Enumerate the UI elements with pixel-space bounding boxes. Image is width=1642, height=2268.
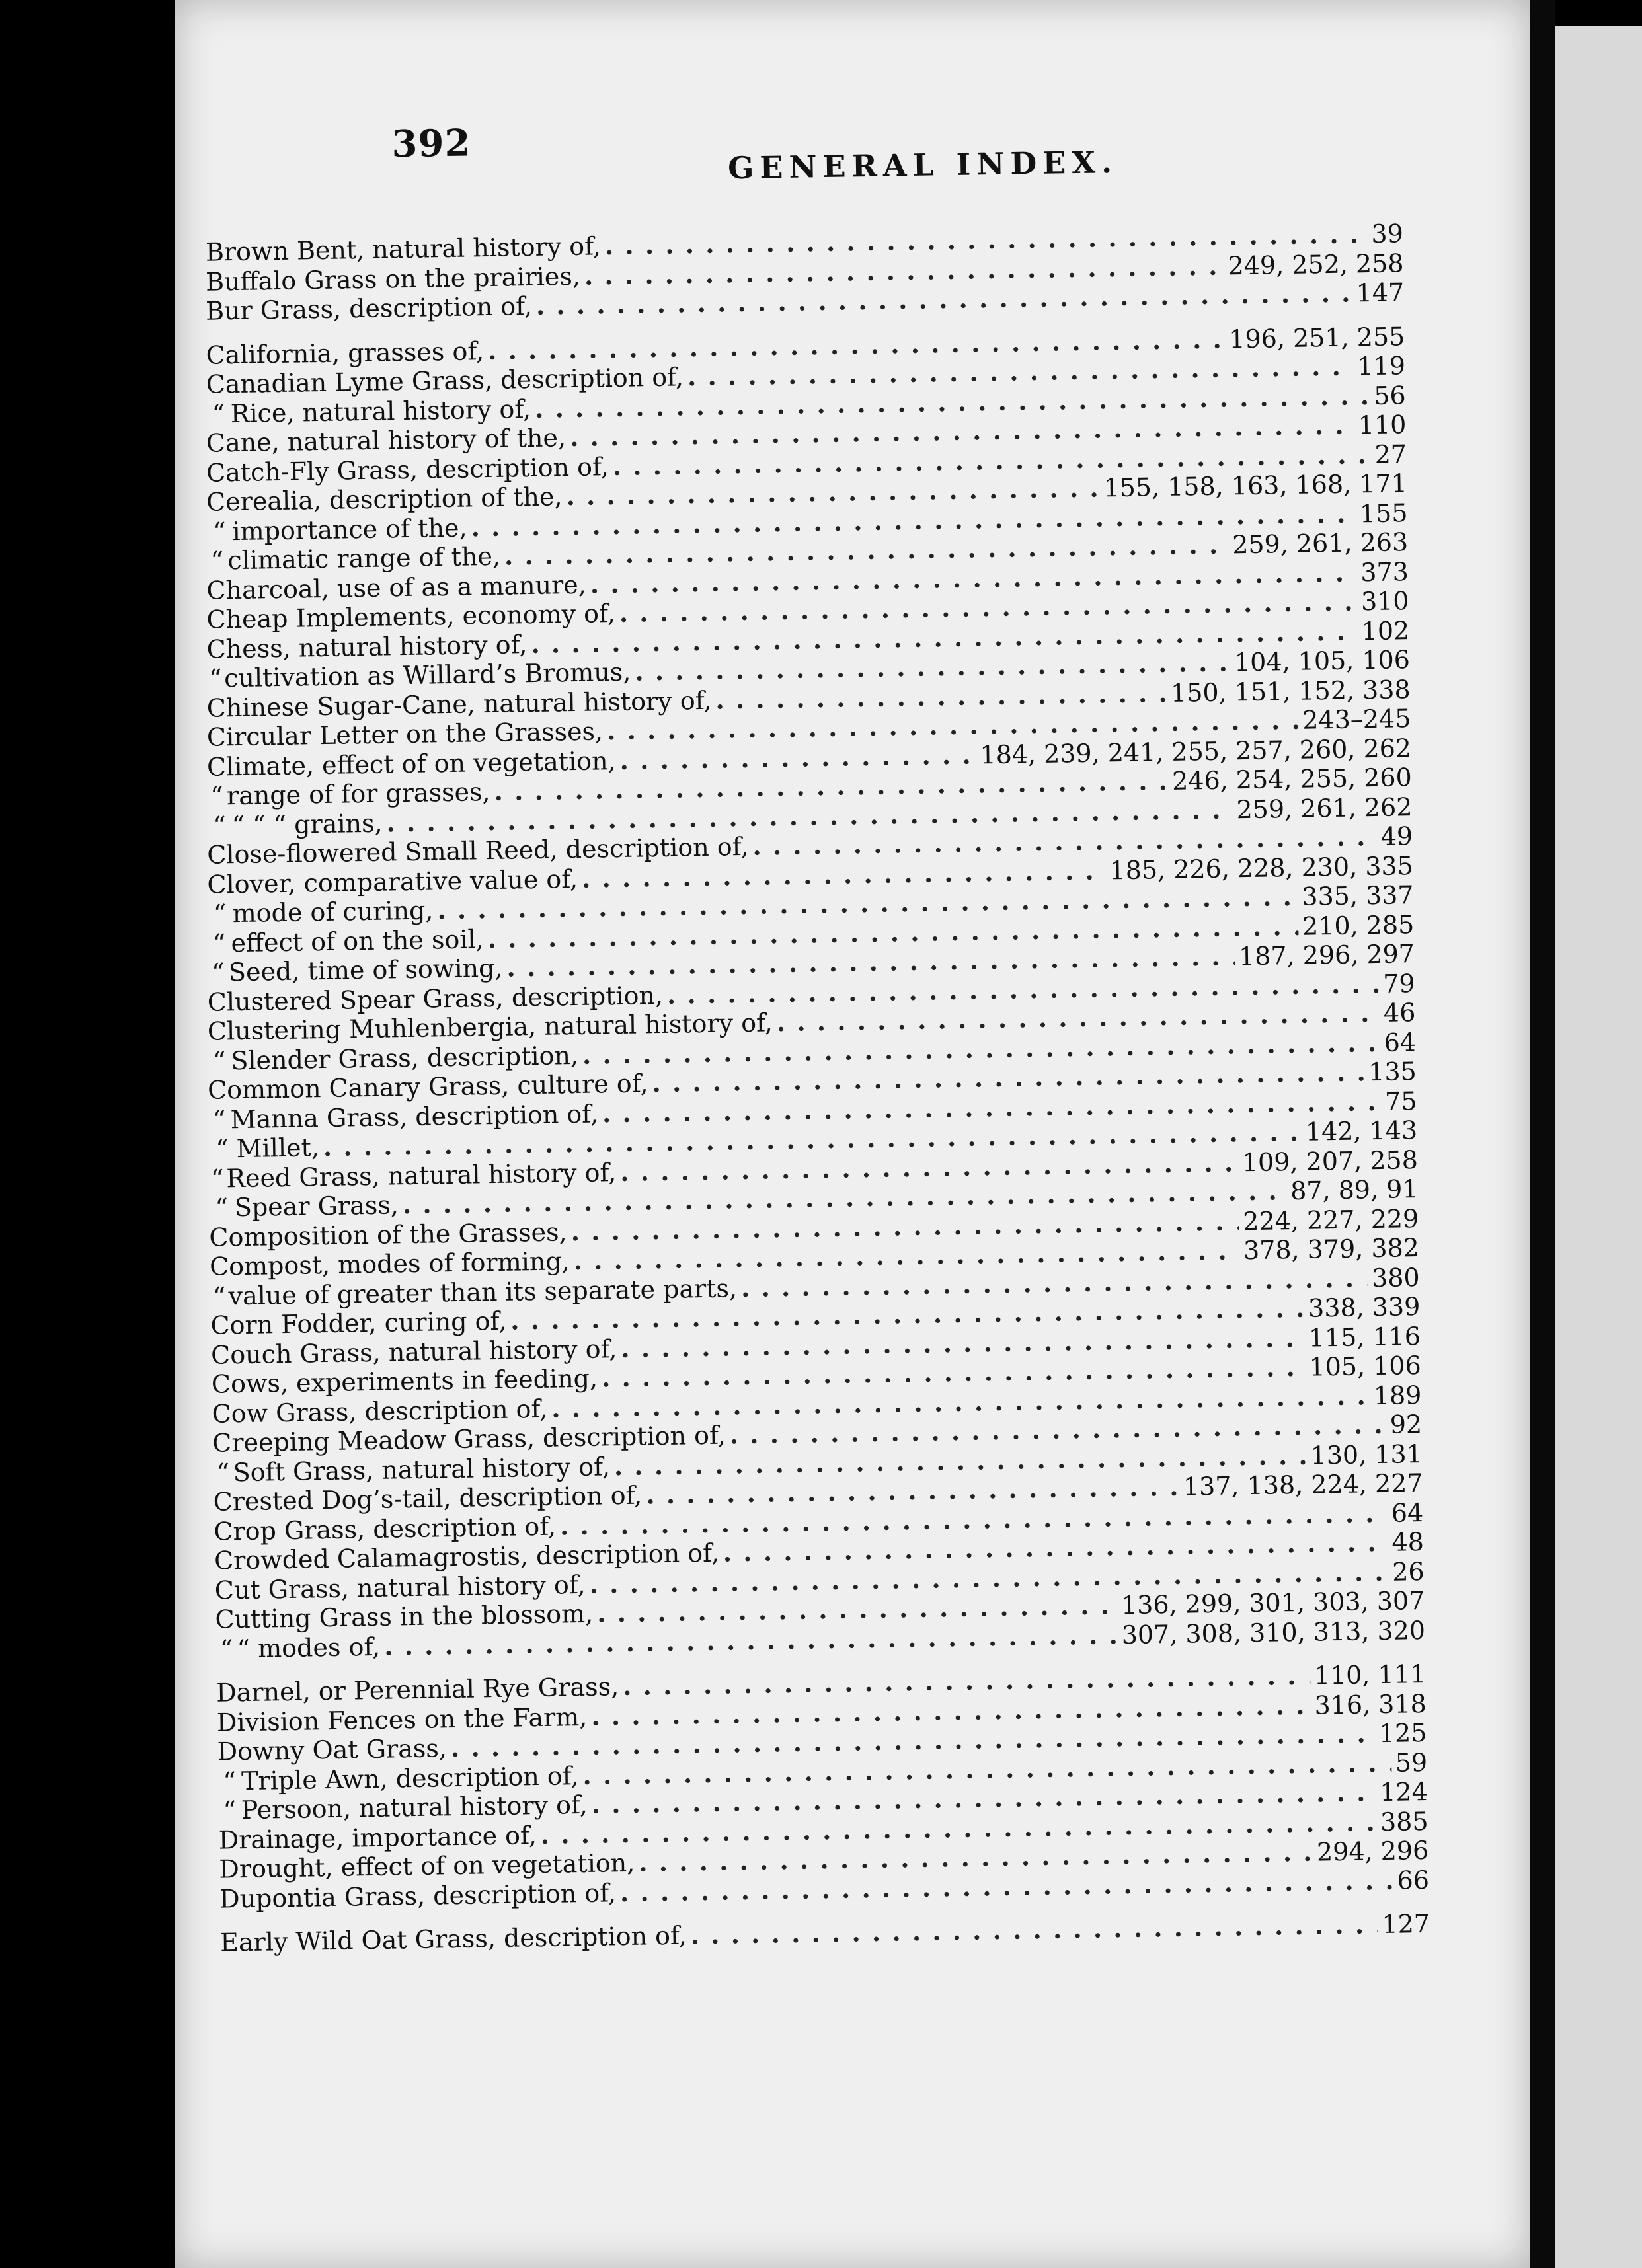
page-references: 316, 318 xyxy=(1314,1688,1427,1720)
index-term: range of for grasses, xyxy=(226,777,490,811)
index-term: climatic range of the, xyxy=(227,541,501,576)
index-term: Chess, natural history of, xyxy=(206,629,528,664)
index-term: Climate, effect of on vegetation, xyxy=(206,745,616,782)
page-references: 335, 337 xyxy=(1301,880,1414,911)
index-term: Drainage, importance of, xyxy=(218,1820,537,1855)
page-references: 196, 251, 255 xyxy=(1228,321,1405,354)
index-term: Seed, time of sowing, xyxy=(228,953,503,987)
page-references: 87, 89, 91 xyxy=(1290,1174,1419,1206)
ditto-mark: “ xyxy=(212,1104,226,1135)
page-references: 26 xyxy=(1391,1556,1425,1587)
page-references: 380 xyxy=(1371,1262,1420,1293)
page-references: 259, 261, 263 xyxy=(1232,527,1409,560)
page-references: 66 xyxy=(1397,1865,1430,1895)
ditto-mark: “ xyxy=(223,1796,237,1825)
page-references: 187, 296, 297 xyxy=(1238,939,1415,971)
page-references: 147 xyxy=(1356,278,1405,308)
index-term: Rice, natural history of, xyxy=(230,394,531,428)
page-references: 307, 308, 310, 313, 320 xyxy=(1121,1615,1426,1649)
page-references: 56 xyxy=(1373,380,1406,410)
page-references: 79 xyxy=(1382,968,1415,999)
page-references: 338, 339 xyxy=(1308,1292,1421,1323)
facing-page-edge xyxy=(1555,26,1642,2268)
page-references: 184, 239, 241, 255, 257, 260, 262 xyxy=(980,733,1412,769)
index-entries xyxy=(194,219,1430,1957)
index-term: Reed Grass, natural history of, xyxy=(226,1157,617,1193)
index-term: value of greater than its separate parts, xyxy=(228,1273,738,1310)
index-term: mode of curing, xyxy=(232,895,434,928)
index-term: cultivation as Willard’s Bromus, xyxy=(223,657,631,693)
ditto-mark: “ xyxy=(223,1766,237,1796)
index-term: Couch Grass, natural history of, xyxy=(210,1334,617,1370)
index-term: Composition of the Grasses, xyxy=(209,1217,567,1252)
page-references: 385 xyxy=(1380,1806,1428,1836)
page-references: 150, 151, 152, 338 xyxy=(1170,674,1411,708)
index-term: Soft Grass, natural history of, xyxy=(233,1451,611,1487)
index-term: Early Wild Oat Grass, description of, xyxy=(219,1920,687,1957)
index-entry xyxy=(220,1909,1430,1957)
index-term: Brown Bent, natural history of, xyxy=(205,231,602,267)
index-term: Crop Grass, description of, xyxy=(214,1511,557,1546)
index-term: Clover, comparative value of, xyxy=(207,864,578,899)
index-term: “ modes of, xyxy=(237,1632,381,1663)
page-references: 64 xyxy=(1384,1027,1417,1057)
index-term: Cows, experiments in feeding, xyxy=(211,1363,598,1399)
page-content xyxy=(192,106,1433,2174)
page-references: 127 xyxy=(1382,1909,1430,1940)
index-term: Creeping Meadow Grass, description of, xyxy=(212,1420,726,1458)
index-term: Cheap Implements, economy of, xyxy=(206,599,616,634)
index-term: Cane, natural history of the, xyxy=(206,423,567,458)
index-term: Circular Letter on the Grasses, xyxy=(206,716,604,752)
ditto-mark: “ xyxy=(215,1193,229,1223)
index-term: Drought, effect of on vegetation, xyxy=(219,1848,635,1884)
page-references: 48 xyxy=(1391,1527,1425,1557)
page-references: 259, 261, 262 xyxy=(1236,792,1413,824)
page-gutter xyxy=(1530,0,1555,2268)
index-term: Slender Grass, description, xyxy=(231,1040,579,1075)
index-term: Dupontia Grass, description of, xyxy=(219,1877,617,1914)
page-references: 109, 207, 258 xyxy=(1241,1145,1419,1177)
page-number: 392 xyxy=(391,121,471,167)
index-term: Spear Grass, xyxy=(234,1190,399,1223)
page-references: 110, 111 xyxy=(1313,1659,1427,1690)
ditto-mark: “ xyxy=(212,928,226,958)
ditto-mark: “ xyxy=(208,663,222,693)
ditto-mark: “ xyxy=(212,1045,226,1076)
page-references: 49 xyxy=(1380,821,1413,851)
page-references: 224, 227, 229 xyxy=(1242,1203,1419,1236)
page-references: 210, 285 xyxy=(1302,909,1415,941)
page-references: 136, 299, 301, 303, 307 xyxy=(1120,1585,1425,1620)
ditto-mark: “ xyxy=(212,398,225,429)
ditto-mark: “ xyxy=(210,546,224,576)
page-references: 310 xyxy=(1360,586,1409,617)
index-term: Buffalo Grass on the prairies, xyxy=(205,261,581,297)
page-references: 104, 105, 106 xyxy=(1233,645,1411,677)
page-references: 119 xyxy=(1357,351,1406,381)
index-term: Close-flowered Small Reed, description of, xyxy=(206,831,749,870)
index-term: Cow Grass, description of, xyxy=(212,1394,548,1429)
index-term: Bur Grass, description of, xyxy=(205,291,533,326)
index-term: Catch-Fly Grass, description of, xyxy=(206,451,609,488)
index-term: Cerealia, description of the, xyxy=(206,482,563,517)
index-term: Downy Oat Grass, xyxy=(217,1733,448,1766)
page-references: 135 xyxy=(1368,1057,1417,1087)
ditto-mark: “ xyxy=(210,1163,224,1193)
index-term: Division Fences on the Farm, xyxy=(216,1702,588,1737)
page-references: 243–245 xyxy=(1302,704,1411,735)
index-term: Clustered Spear Grass, description, xyxy=(207,980,664,1017)
page-references: 46 xyxy=(1383,998,1416,1028)
page-references: 110 xyxy=(1358,410,1407,440)
index-term: Manna Grass, description of, xyxy=(230,1099,599,1134)
index-term: “ “ “ grains, xyxy=(231,808,383,840)
index-term: importance of the, xyxy=(232,513,467,546)
index-term: Darnel, or Perennial Rye Grass, xyxy=(215,1672,619,1708)
page-references: 59 xyxy=(1395,1747,1428,1778)
index-term: Canadian Lyme Grass, description of, xyxy=(206,362,684,399)
index-term: Cutting Grass in the blossom, xyxy=(215,1599,594,1634)
page-references: 155, 158, 163, 168, 171 xyxy=(1103,469,1408,503)
index-term: Clustering Muhlenbergia, natural history of, xyxy=(207,1008,773,1046)
index-term: effect of on the soil, xyxy=(231,924,484,958)
index-term: Compost, modes of forming, xyxy=(209,1246,570,1281)
page-references: 378, 379, 382 xyxy=(1243,1233,1420,1266)
page-references: 102 xyxy=(1361,615,1410,646)
index-term: Crested Dog’s-tail, description of, xyxy=(213,1480,643,1517)
page-references: 155 xyxy=(1359,498,1408,528)
ditto-mark: “ xyxy=(212,516,226,547)
page-references: 185, 226, 228, 230, 335 xyxy=(1109,850,1414,885)
ditto-mark: “ xyxy=(215,1134,229,1164)
page-references: 115, 116 xyxy=(1308,1321,1421,1353)
index-term: Cut Grass, natural history of, xyxy=(214,1569,586,1605)
page-references: 189 xyxy=(1373,1380,1422,1410)
index-term: Triple Awn, description of, xyxy=(241,1760,579,1796)
ditto-mark: “ xyxy=(213,899,227,928)
page-references: 64 xyxy=(1391,1497,1424,1528)
ditto-mark: “ xyxy=(211,958,225,987)
index-term: Common Canary Grass, culture of, xyxy=(207,1069,648,1105)
page-references: 142, 143 xyxy=(1305,1115,1418,1147)
ditto-mark: “ xyxy=(212,1281,226,1311)
page-references: 137, 138, 224, 227 xyxy=(1183,1468,1423,1501)
ditto-mark: “ xyxy=(219,1634,233,1664)
ditto-mark: “ xyxy=(210,781,224,811)
index-term: Persoon, natural history of, xyxy=(241,1790,588,1825)
ditto-mark: “ xyxy=(212,810,227,841)
index-term: Chinese Sugar-Cane, natural history of, xyxy=(206,685,712,723)
page-references: 105, 106 xyxy=(1309,1351,1422,1382)
page-references: 92 xyxy=(1389,1410,1423,1439)
dot-leader xyxy=(690,1910,1378,1950)
index-term: Charcoal, use of as a manure, xyxy=(206,570,587,605)
page-references: 75 xyxy=(1384,1086,1417,1116)
page-references: 246, 254, 255, 260 xyxy=(1171,763,1413,796)
running-head: GENERAL INDEX. xyxy=(727,144,1118,186)
page-references: 125 xyxy=(1378,1718,1427,1749)
index-term: California, grasses of, xyxy=(206,336,485,370)
index-term: Millet, xyxy=(236,1133,320,1164)
index-term: Crowded Calamagrostis, description of, xyxy=(214,1538,720,1575)
page-references: 39 xyxy=(1371,219,1404,248)
page-references: 27 xyxy=(1374,439,1407,469)
page-references: 124 xyxy=(1379,1776,1428,1807)
ditto-mark: “ xyxy=(216,1457,230,1488)
page-references: 130, 131 xyxy=(1310,1439,1423,1470)
page-references: 373 xyxy=(1360,556,1409,587)
page-references: 294, 296 xyxy=(1316,1835,1429,1867)
page-references: 249, 252, 258 xyxy=(1228,248,1404,280)
index-term: Corn Fodder, curing of, xyxy=(210,1306,507,1340)
